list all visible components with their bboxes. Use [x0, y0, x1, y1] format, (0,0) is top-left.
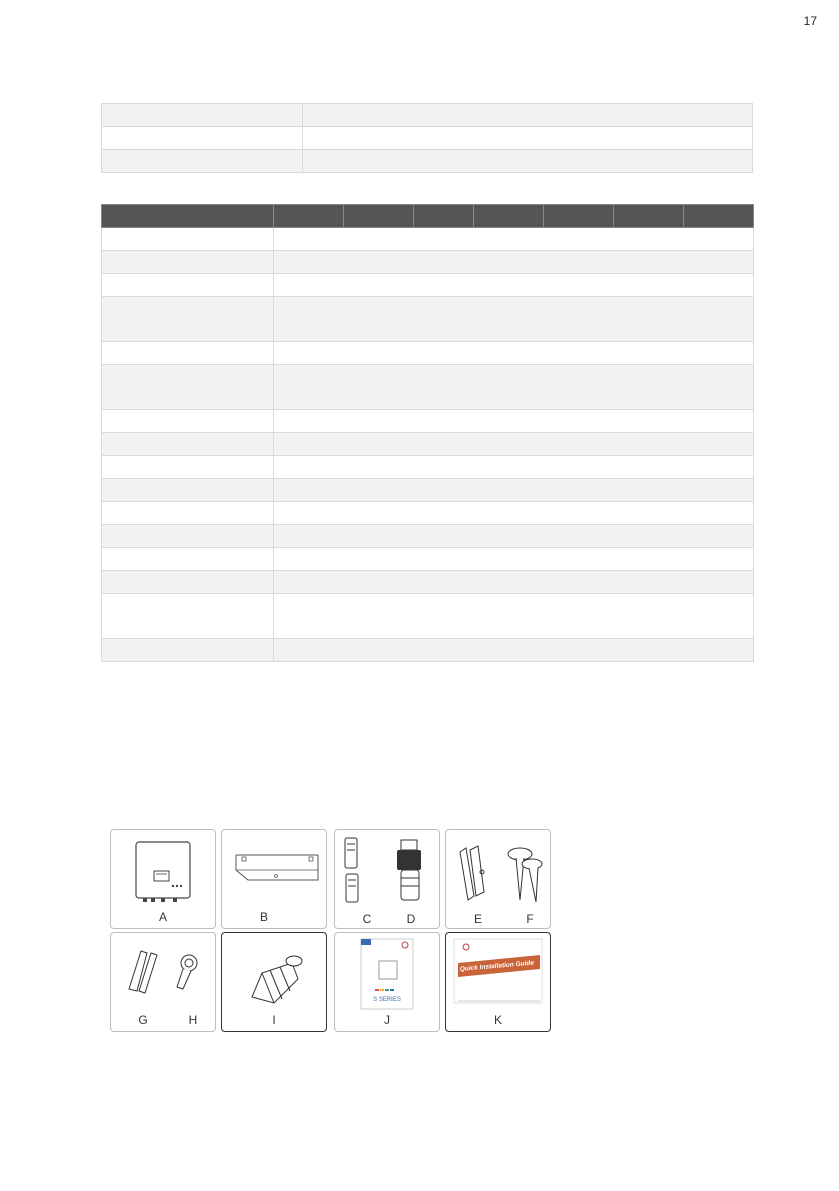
table-cell: [274, 548, 754, 571]
table-cell: [274, 479, 754, 502]
table-cell: [102, 548, 274, 571]
guide-title-text: Quick Installation Guide: [459, 959, 535, 973]
table-row: [102, 410, 754, 433]
general-table: [101, 103, 753, 173]
table-row: [102, 479, 754, 502]
table-cell: [274, 251, 754, 274]
table-cell: [303, 150, 753, 173]
table-row: [102, 639, 754, 662]
accessory-label: G: [138, 1013, 148, 1027]
table-cell: [274, 410, 754, 433]
table-cell: [102, 479, 274, 502]
table-row: [102, 127, 753, 150]
table-row: [102, 228, 754, 251]
table-row: [102, 365, 754, 410]
table-row: [102, 571, 754, 594]
table-row: [102, 502, 754, 525]
accessory-inverter-panel: [110, 829, 216, 929]
table-cell: [102, 104, 303, 127]
accessory-label: B: [259, 910, 268, 924]
table-cell: [274, 594, 754, 639]
table-cell: [102, 410, 274, 433]
table-row: [102, 594, 754, 639]
accessory-anchors-screws-panel: [445, 829, 551, 929]
header-cell: [614, 205, 684, 228]
page-number: 17: [803, 14, 817, 28]
header-cell: [274, 205, 344, 228]
table-row: [102, 525, 754, 548]
specification-table: [101, 204, 754, 662]
table-cell: [274, 571, 754, 594]
header-cell: [414, 205, 474, 228]
table-cell: [274, 502, 754, 525]
header-cell: [102, 205, 274, 228]
table-cell: [102, 251, 274, 274]
table-cell: [102, 127, 303, 150]
table-cell: [102, 525, 274, 548]
table-row: [102, 274, 754, 297]
accessory-connectors-panel: [334, 829, 440, 929]
table-cell: [274, 433, 754, 456]
accessory-manual-panel: [334, 932, 440, 1032]
table-cell: [303, 104, 753, 127]
table-cell: [102, 639, 274, 662]
table-cell: [102, 502, 274, 525]
table-cell: [274, 639, 754, 662]
header-cell: [544, 205, 614, 228]
accessory-bracket-panel: [221, 829, 327, 929]
table-cell: [102, 365, 274, 410]
table-cell: [274, 365, 754, 410]
table-cell: [274, 525, 754, 548]
table-row: [102, 251, 754, 274]
pv-connector-icon: [335, 830, 439, 928]
table-cell: [102, 274, 274, 297]
header-cell: [684, 205, 754, 228]
table-cell: [274, 297, 754, 342]
table-cell: [274, 274, 754, 297]
accessory-label: E: [473, 912, 482, 926]
table-cell: [274, 456, 754, 479]
table-cell: [102, 297, 274, 342]
accessory-label: F: [526, 912, 534, 926]
table-row: [102, 104, 753, 127]
accessory-label: J: [384, 1013, 390, 1027]
table-cell: [102, 228, 274, 251]
table-header-row: [102, 205, 754, 228]
table-cell: [274, 228, 754, 251]
manual-series-text: S SERIES: [373, 997, 401, 1003]
table-row: [102, 342, 754, 365]
accessory-ac-connector-panel: [221, 932, 327, 1032]
table-cell: [102, 456, 274, 479]
accessory-label: K: [493, 1013, 502, 1027]
header-cell: [474, 205, 544, 228]
table-cell: [102, 571, 274, 594]
table-row: [102, 297, 754, 342]
table-row: [102, 433, 754, 456]
table-row: [102, 150, 753, 173]
table-cell: [303, 127, 753, 150]
accessory-terminals-panel: [110, 932, 216, 1032]
accessory-label: I: [272, 1013, 276, 1027]
table-cell: [102, 594, 274, 639]
table-cell: [102, 342, 274, 365]
table-cell: [274, 342, 754, 365]
table-cell: [102, 433, 274, 456]
accessory-label: A: [158, 910, 167, 924]
header-cell: [344, 205, 414, 228]
accessory-label: D: [406, 912, 416, 926]
table-row: [102, 548, 754, 571]
accessory-guide-panel: [445, 932, 551, 1032]
table-cell: [102, 150, 303, 173]
table-row: [102, 456, 754, 479]
accessory-label: C: [362, 912, 372, 926]
accessory-label: H: [188, 1013, 198, 1027]
wall-bracket-icon: [222, 830, 326, 928]
